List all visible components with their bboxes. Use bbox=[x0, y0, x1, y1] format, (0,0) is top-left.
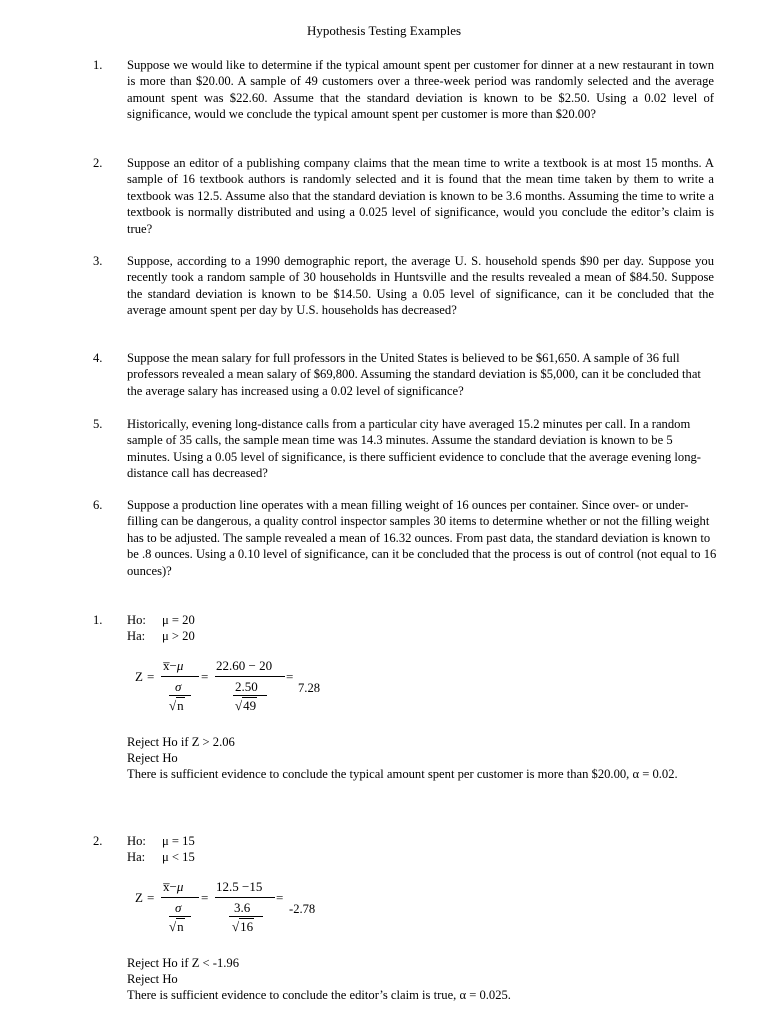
sqrt-sample-size: √16 bbox=[232, 919, 254, 934]
fraction-bar bbox=[215, 676, 285, 677]
problem-text: Suppose we would like to determine if the typical amount spent per customer for dinner at a new restaurant in town is more than $20.00. A sample of 49 customers over a three-week period was randomly selected and the average amount spent was $22.60. Assume that the standard deviation is known to be $2.50. Using a 0.02 level of significance, would we conclude the typical amount spent per customer is more than $20.00? bbox=[127, 58, 714, 122]
fraction-bar bbox=[161, 676, 199, 677]
problem-number: 2. bbox=[93, 156, 103, 170]
formula-numerator-value: 22.60 − 20 bbox=[216, 658, 273, 673]
null-hypothesis-label: Ho: bbox=[127, 613, 146, 627]
solution-number: 2. bbox=[93, 834, 103, 848]
problem-number: 3. bbox=[93, 254, 103, 268]
page-title: Hypothesis Testing Examples bbox=[306, 23, 462, 38]
fraction-bar bbox=[169, 916, 191, 917]
null-hypothesis bbox=[127, 612, 195, 628]
formula-numerator-value: 12.5 −15 bbox=[216, 879, 263, 894]
equals-sign: = bbox=[201, 890, 209, 905]
alternative-hypothesis-value: μ > 20 bbox=[162, 629, 195, 643]
sigma-symbol: σ bbox=[175, 900, 182, 915]
decision: Reject Ho bbox=[127, 972, 178, 986]
z-formula bbox=[135, 659, 335, 719]
alternative-hypothesis-label: Ha: bbox=[127, 629, 146, 643]
equals-sign: = bbox=[286, 669, 294, 684]
fraction-bar bbox=[215, 897, 275, 898]
minus-sign: − bbox=[169, 658, 177, 673]
problem-text: Historically, evening long-distance calls from a particular city have averaged 15.2 minutes per call. In a random sample of 35 calls, the sample mean time was 14.3 minutes. Assume the standard deviation is known to be 5 minutes. Using a 0.05 level of significance, is there sufficient evidence to conclude that the average evening long-distance call has decreased? bbox=[127, 417, 701, 481]
z-symbol: Z bbox=[135, 890, 143, 905]
problem-text: Suppose an editor of a publishing company claims that the mean time to write a textbook is at most 15 months. A sample of 16 textbook authors is randomly selected and it is found that the mean time taken by them to write a textbook was 12.5. Assume also that the standard deviation is known to be 3.6 months. Assuming the time to write a textbook is normally distributed and using a 0.025 level of significance, would you conclude the editor’s claim is true? bbox=[127, 156, 714, 236]
solution-number: 1. bbox=[93, 613, 103, 627]
alternative-hypothesis bbox=[127, 628, 195, 644]
standard-deviation-value: 2.50 bbox=[235, 679, 258, 694]
fraction-bar bbox=[169, 695, 191, 696]
problem-text: Suppose the mean salary for full professors in the United States is believed to be $61,650. A sample of 36 full professors revealed a mean salary of $69,800. Assuming the standard deviation is $5,000, can it be concluded that the average salary has increased using a 0.02 level of significance? bbox=[127, 351, 701, 398]
fraction-bar bbox=[229, 916, 263, 917]
null-hypothesis bbox=[127, 833, 195, 849]
problem-number: 4. bbox=[93, 351, 103, 365]
sample-size-value: 49 bbox=[243, 698, 257, 713]
rejection-rule: Reject Ho if Z > 2.06 bbox=[127, 735, 235, 749]
decision: Reject Ho bbox=[127, 751, 178, 765]
alternative-hypothesis-label: Ha: bbox=[127, 850, 146, 864]
conclusion: There is sufficient evidence to conclude the editor’s claim is true, α = 0.025. bbox=[127, 988, 511, 1002]
sqrt-sample-size: √49 bbox=[235, 698, 257, 713]
fraction-bar bbox=[233, 695, 267, 696]
null-hypothesis-value: μ = 20 bbox=[162, 613, 195, 627]
problem-number: 5. bbox=[93, 417, 103, 431]
mu-symbol: μ bbox=[176, 879, 184, 894]
xbar-symbol: x̅ bbox=[163, 658, 170, 673]
problem-number: 6. bbox=[93, 498, 103, 512]
rejection-rule: Reject Ho if Z < -1.96 bbox=[127, 956, 240, 970]
equals-sign: = bbox=[201, 669, 209, 684]
z-result: -2.78 bbox=[289, 902, 316, 916]
alternative-hypothesis bbox=[127, 849, 195, 865]
sqrt-n: √n bbox=[169, 698, 184, 713]
z-symbol: Z bbox=[135, 669, 143, 684]
alternative-hypothesis-value: μ < 15 bbox=[162, 850, 195, 864]
equals-sign: = bbox=[147, 890, 155, 905]
n-symbol: n bbox=[177, 698, 184, 713]
n-symbol: n bbox=[177, 919, 184, 934]
formula-numerator bbox=[163, 659, 183, 672]
z-result: 7.28 bbox=[298, 681, 321, 695]
formula-numerator bbox=[163, 880, 183, 893]
z-formula bbox=[135, 880, 335, 940]
standard-deviation-value: 3.6 bbox=[234, 900, 251, 915]
sqrt-n: √n bbox=[169, 919, 184, 934]
null-hypothesis-label: Ho: bbox=[127, 834, 146, 848]
null-hypothesis-value: μ = 15 bbox=[162, 834, 195, 848]
problem-text: Suppose, according to a 1990 demographic report, the average U. S. household spends $90 per day. Suppose you recently took a random sample of 30 households in Huntsville and the results revealed a mean of $84.50. Suppose the standard deviation is known to be $14.50. Using a 0.05 level of significance, can it be concluded that the average amount spent per day by U.S. households has decreased? bbox=[127, 254, 714, 318]
sample-size-value: 16 bbox=[240, 919, 254, 934]
fraction-bar bbox=[161, 897, 199, 898]
conclusion: There is sufficient evidence to conclude the typical amount spent per customer is more than $20.00, α = 0.02. bbox=[127, 767, 678, 781]
xbar-symbol: x̅ bbox=[163, 879, 170, 894]
equals-sign: = bbox=[276, 890, 284, 905]
sigma-symbol: σ bbox=[175, 679, 182, 694]
mu-symbol: μ bbox=[176, 658, 184, 673]
equals-sign: = bbox=[147, 669, 155, 684]
problem-number: 1. bbox=[93, 58, 103, 72]
problem-text: Suppose a production line operates with a mean filling weight of 16 ounces per container. Since over- or under-filling can be dangerous, a quality control inspector samples 30 items to determine whether or not the filling weight has to be adjusted. The sample revealed a mean of 16.32 ounces. From past data, the standard deviation is known to be .8 ounces. Using a 0.10 level of significance, can it be concluded that the process is out of control (not equal to 16 ounces)? bbox=[127, 498, 717, 578]
minus-sign: − bbox=[169, 879, 177, 894]
